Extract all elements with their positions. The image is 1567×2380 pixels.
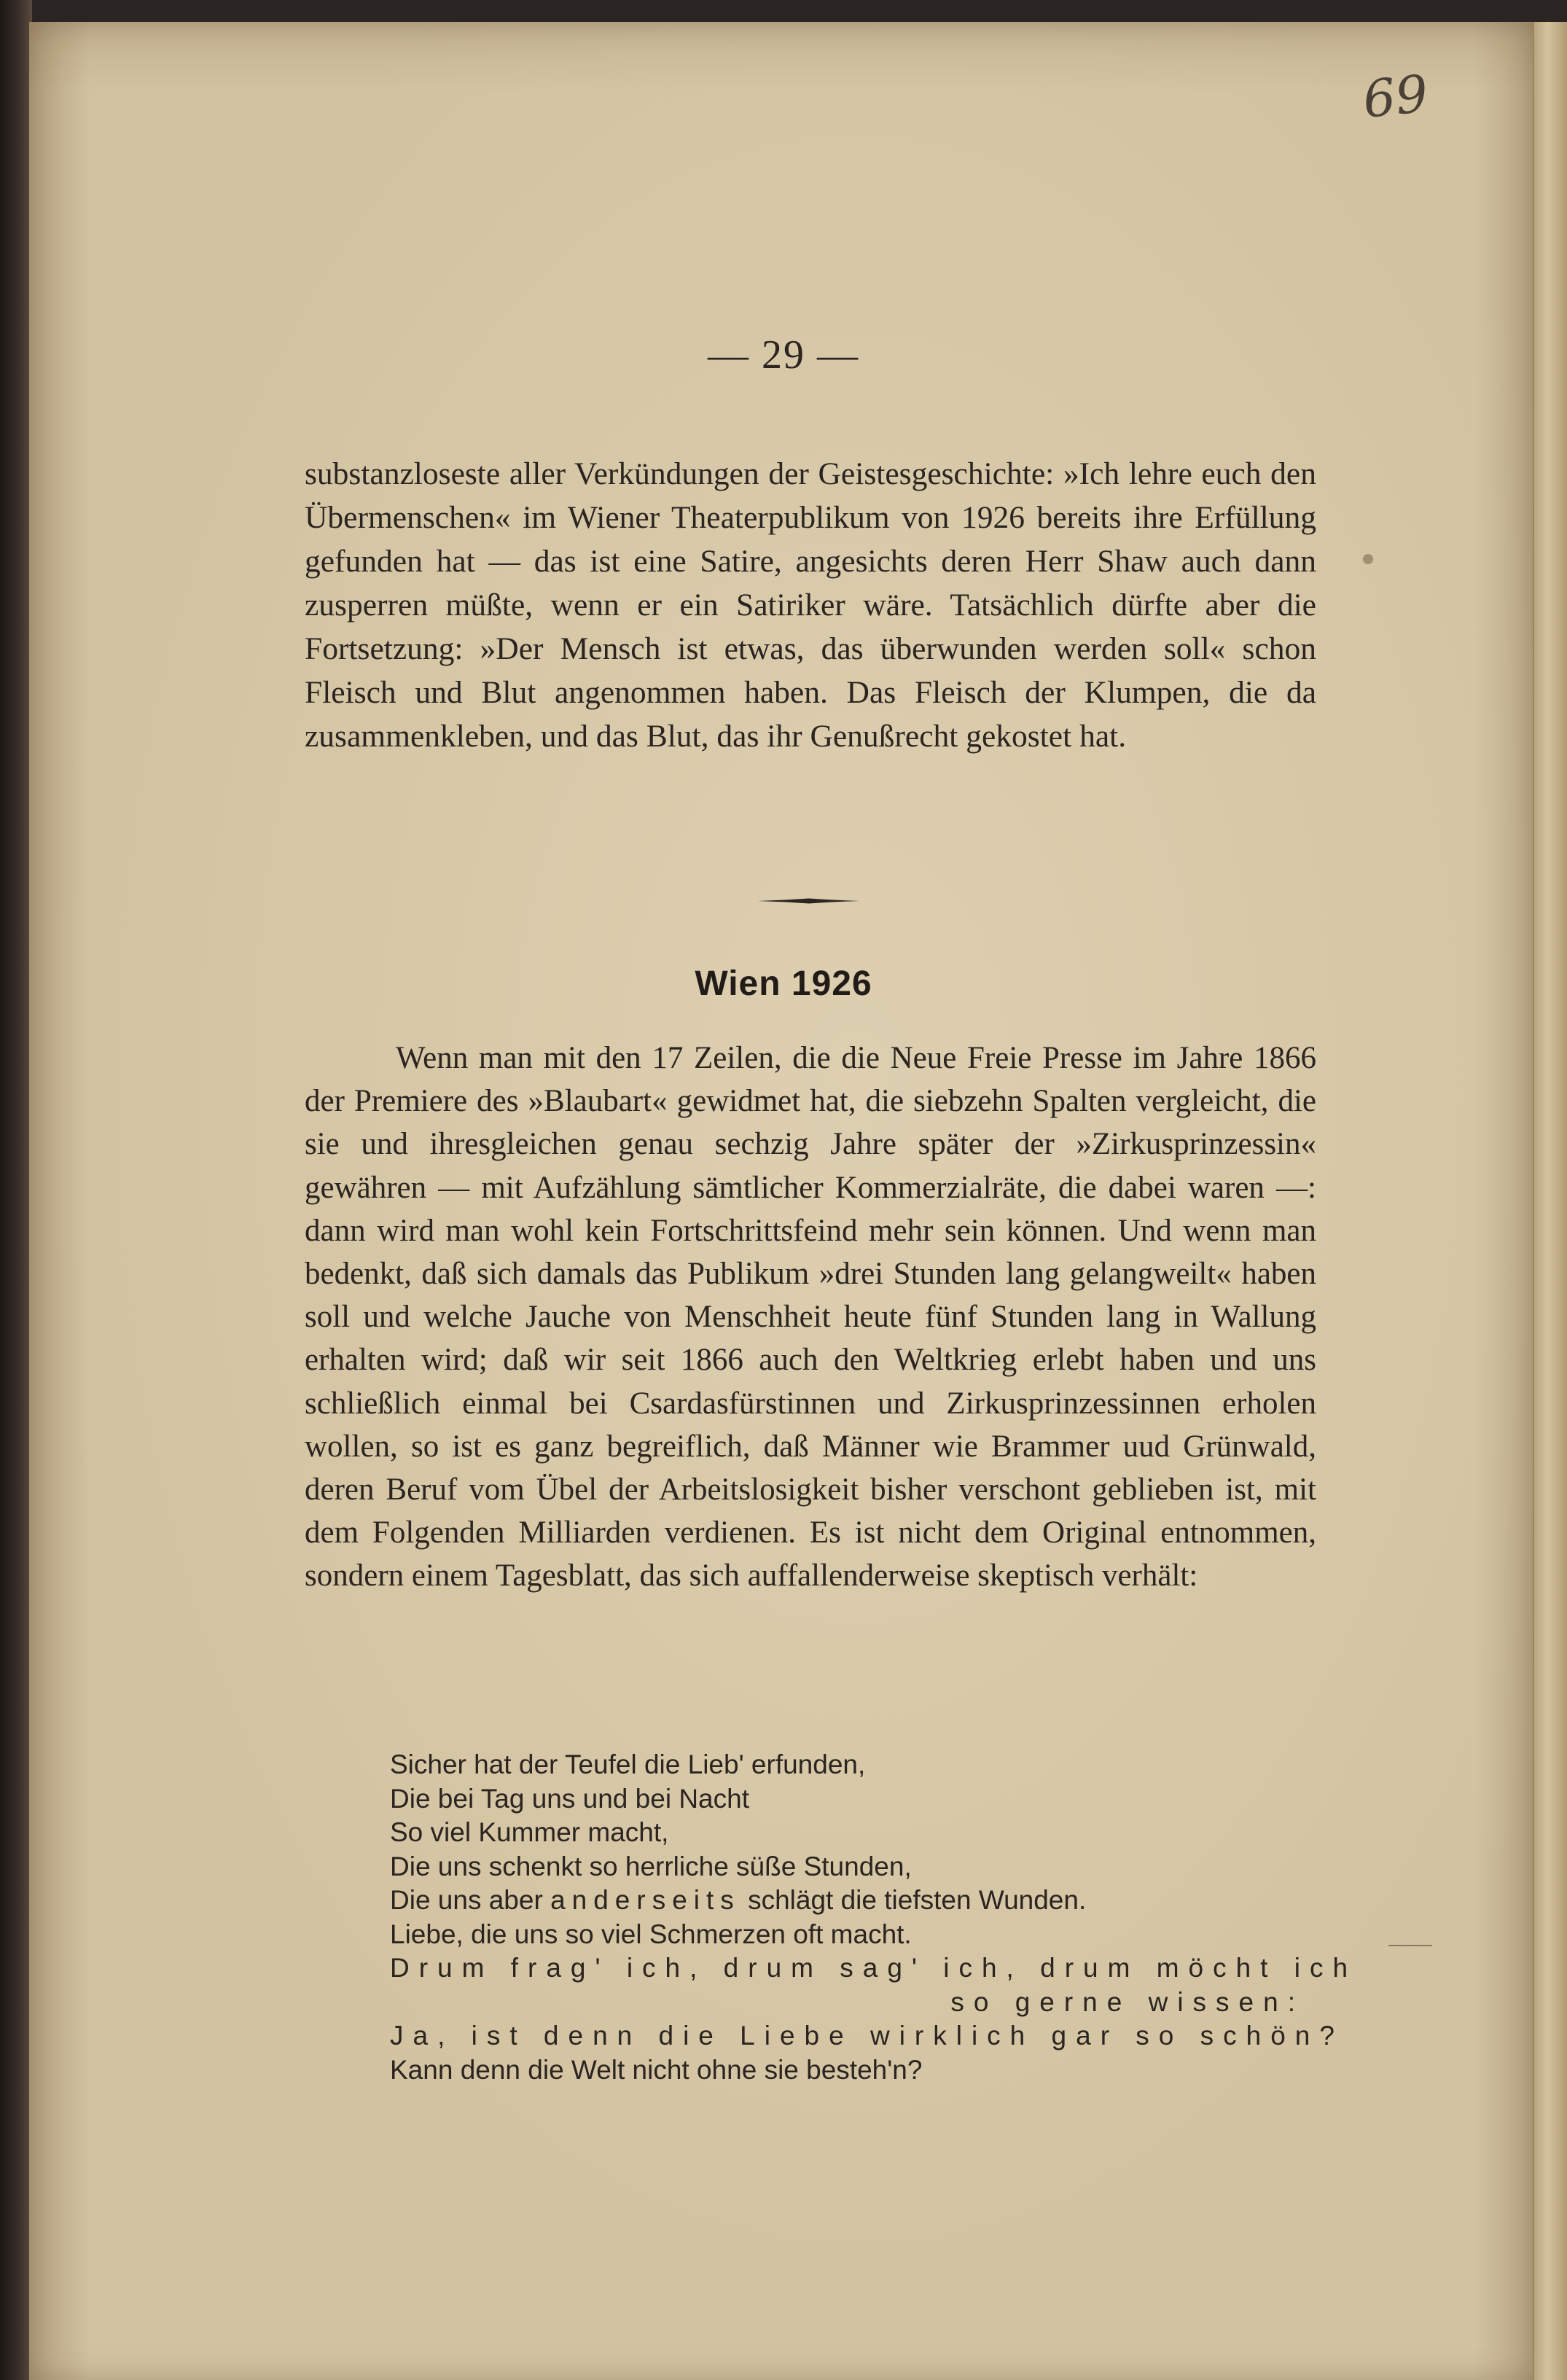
handwritten-page-number: 69 (1360, 63, 1431, 130)
poem-line: Die uns schenkt so herrliche süße Stunden, (390, 1851, 912, 1881)
paragraph-body: Wenn man mit den 17 Zeilen, die die Neue Freie Presse im Jahre 1866 der Premiere des »Blaubart« gewidmet hat, die siebzehn Spalten vergleicht, die sie und ihresgleichen genau sechzig Jahre später der »Zirkusprinzessin« gewähren — mit Aufzählung sämtlicher Kommerzialräte, die dabei waren —: dann wird man wohl kein Fortschrittsfeind mehr sein können. Und wenn man bedenkt, daß sich damals das Publikum »drei Stunden lang gelangweilt« haben soll und welche Jauche von Menschheit heute fünf Stunden lang in Wallung erhalten wird; daß wir seit 1866 auch den Weltkrieg erlebt haben und uns schließlich einmal bei Csardasfürstinnen und Zirkusprinzessinnen erholen wollen, so ist es ganz begreiflich, daß Männer wie Brammer uud Grünwald, deren Beruf vom Übel der Arbeitslosigkeit bisher verschont geblieben ist, mit dem Folgenden Milliarden verdienen. Es ist nicht dem Original entnommen, sondern einem Tagesblatt, das sich auffallenderweise skeptisch verhält: (305, 1041, 1316, 1593)
poem-text: schlägt die tiefsten Wunden. (748, 1885, 1087, 1915)
poem-line: Sicher hat der Teufel die Lieb' erfunden, (390, 1749, 866, 1779)
section-divider (758, 898, 860, 904)
page-stain (1363, 554, 1373, 564)
poem-line: Drum frag' ich, drum sag' ich, drum möcht ich (390, 1953, 1358, 1983)
section-heading: Wien 1926 (695, 964, 872, 1003)
poem-line: Die bei Tag uns und bei Nacht (390, 1783, 749, 1814)
paragraph-continuation: substanzloseste aller Verkündungen der Geistesgeschichte: »Ich lehre euch den Übermenschen« im Wiener Theaterpublikum von 1926 bereits ihre Erfüllung gefunden hat — das ist eine Satire, angesichts deren Herr Shaw auch dann zusperren müßte, wenn er ein Satiriker wäre. Tatsächlich dürfte aber die Fortsetzung: »Der Mensch ist etwas, das überwunden werden soll« schon Fleisch und Blut angenommen haben. Das Fleisch der Klumpen, die da zusammenkleben, und das Blut, das ihr Genußrecht gekostet hat. (305, 456, 1316, 754)
poem-quote (390, 1748, 1358, 2087)
poem-line: So viel Kummer macht, (390, 1817, 669, 1847)
poem-line: so gerne wissen: (950, 1986, 1305, 2017)
poem-text: Die uns aber (390, 1885, 543, 1915)
poem-line: Ja, ist denn die Liebe wirklich gar so schön? (390, 2021, 1344, 2051)
poem-line: Kann denn die Welt nicht ohne sie besteh'n? (390, 2054, 923, 2085)
page-number: — 29 — (708, 332, 859, 378)
poem-line: Liebe, die uns so viel Schmerzen oft macht. (390, 1919, 912, 1949)
poem-emphasis: anderseits (550, 1885, 740, 1915)
margin-mark (1388, 1945, 1432, 1946)
poem-line (390, 1884, 1312, 1918)
